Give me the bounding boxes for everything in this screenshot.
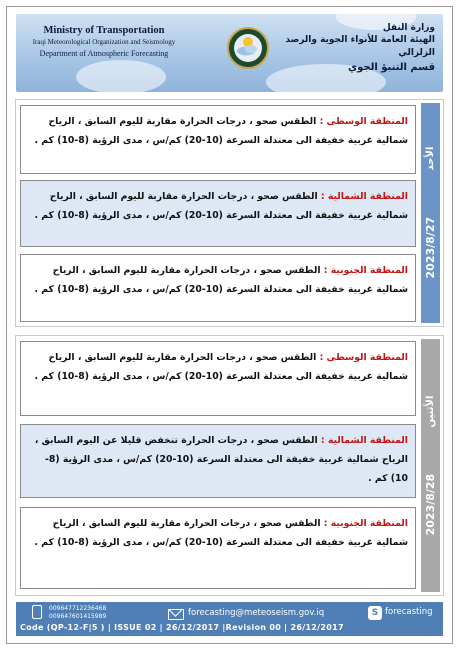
- region-box-south: [20, 254, 416, 322]
- region-forecast: الطقس صحو ، درجات الحرارة تنخفض قليلا عن اليوم السابق ، الرياح شمالية غربية خفيفة الى معتدلة السرعة (10-20) كم/س ، مدى الرؤية (8-10) كم .: [34, 435, 408, 484]
- page-footer: [16, 602, 443, 636]
- day-name: الأحد: [425, 147, 436, 172]
- skype-icon: S: [368, 606, 382, 620]
- organization-logo-icon: [226, 25, 270, 71]
- day-date: 2023/8/27: [424, 217, 437, 279]
- region-name: المنطقة الشمالية :: [320, 191, 408, 202]
- region-forecast: الطقس صحو ، درجات الحرارة مقاربة لليوم السابق ، الرياح شمالية غربية خفيفة الى معتدلة السرعة (10-20) كم/س ، مدى الرؤية (8-10) كم .: [34, 191, 408, 221]
- region-name: المنطقة الجنوبية :: [323, 518, 408, 529]
- organization-name-en: Iraqi Meteorological Organization and Seismology: [32, 38, 176, 46]
- day-name: الأثنين: [425, 395, 436, 428]
- ministry-name-en: Ministry of Transportation: [43, 25, 165, 36]
- phone-number: 009647712236468: [49, 605, 107, 612]
- region-name: المنطقة الوسطى :: [319, 352, 408, 363]
- region-forecast: الطقس صحو ، درجات الحرارة مقاربة لليوم السابق ، الرياح شمالية غربية خفيفة الى معتدلة السرعة (10-20) كم/س ، مدى الرؤية (8-10) كم .: [34, 116, 408, 146]
- region-box-north: [20, 424, 416, 498]
- region-forecast: الطقس صحو ، درجات الحرارة مقاربة لليوم السابق ، الرياح شمالية غربية خفيفة الى معتدلة السرعة (10-20) كم/س ، مدى الرؤية (8-10) كم .: [34, 518, 408, 548]
- document-code: Code (QP-12-F|5 ) | ISSUE 02 | 26/12/2017 |Revision 00 | 26/12/2017: [20, 623, 344, 632]
- email-link[interactable]: forecasting@meteoseism.gov.iq: [188, 608, 325, 618]
- department-name-en: Department of Atmospheric Forecasting: [39, 49, 169, 58]
- header-arabic-block: [265, 22, 435, 76]
- mail-icon: [168, 609, 184, 620]
- day-tab-label: [424, 147, 437, 278]
- day-section-monday: [15, 335, 444, 596]
- day-tab: [421, 103, 440, 323]
- region-box-north: [20, 180, 416, 247]
- phone-numbers: [49, 605, 106, 621]
- region-box-central: [20, 105, 416, 174]
- department-name-ar: قسم التنبؤ الجوي: [347, 62, 435, 73]
- region-name: المنطقة الجنوبية :: [323, 265, 408, 276]
- region-box-south: [20, 507, 416, 589]
- region-name: المنطقة الشمالية :: [320, 435, 408, 446]
- region-forecast: الطقس صحو ، درجات الحرارة مقاربة لليوم السابق ، الرياح شمالية غربية خفيفة الى معتدلة السرعة (10-20) كم/س ، مدى الرؤية (8-10) كم .: [34, 265, 408, 295]
- ministry-name-ar: وزارة النقل: [382, 23, 435, 33]
- day-tab-label: [424, 396, 437, 535]
- phone-icon: [32, 605, 42, 619]
- cloud-decoration: [76, 60, 166, 92]
- region-forecast: الطقس صحو ، درجات الحرارة مقاربة لليوم السابق ، الرياح شمالية غربية خفيفة الى معتدلة السرعة (10-20) كم/س ، مدى الرؤية (8-10) كم .: [34, 352, 408, 382]
- region-name: المنطقة الوسطى :: [319, 116, 408, 127]
- day-date: 2023/8/28: [424, 473, 437, 536]
- skype-handle[interactable]: forecasting: [385, 607, 433, 617]
- page-header: [16, 14, 443, 92]
- day-section-sunday: [15, 99, 444, 327]
- organization-name-ar: الهيئة العامة للأنواء الجوية والرصد الزلزالي: [285, 35, 435, 58]
- day-tab: [421, 339, 440, 592]
- region-box-central: [20, 341, 416, 416]
- phone-number: 009647601415989: [49, 613, 107, 620]
- header-english-block: [24, 24, 184, 60]
